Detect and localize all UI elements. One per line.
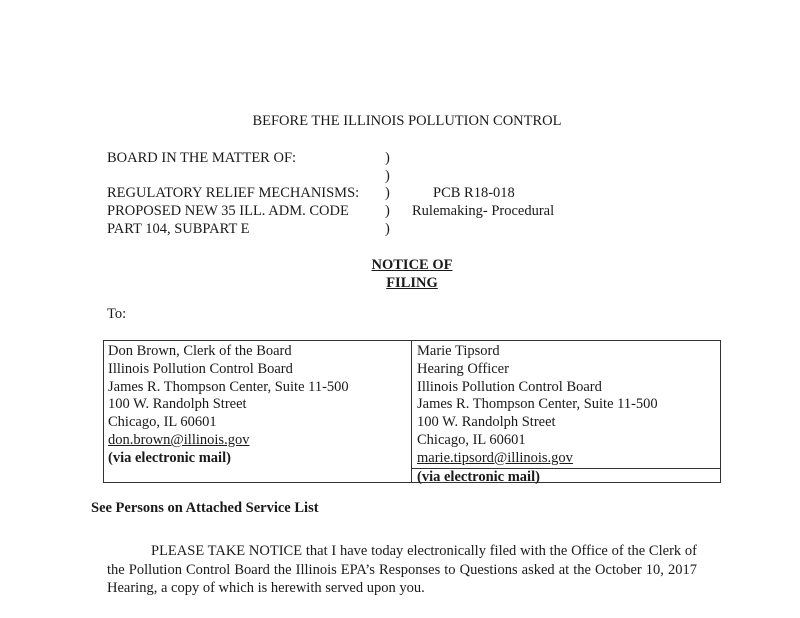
- notice-title-line-1: NOTICE OF: [371, 257, 453, 273]
- caption-line-part: PART 104, SUBPART E: [107, 221, 250, 237]
- caption-line-proposed: PROPOSED NEW 35 ILL. ADM. CODE: [107, 203, 349, 219]
- recipient-line: Illinois Pollution Control Board: [108, 360, 293, 377]
- notice-title-line-2: FILING: [386, 275, 438, 291]
- document-heading: BEFORE THE ILLINOIS POLLUTION CONTROL: [252, 113, 562, 129]
- recipient-email-link[interactable]: don.brown@illinois.gov: [108, 431, 250, 448]
- recipient-line: Illinois Pollution Control Board: [417, 378, 602, 395]
- caption-line-board: BOARD IN THE MATTER OF:: [107, 150, 297, 166]
- delivery-method: (via electronic mail): [108, 449, 231, 466]
- caption-paren: ): [385, 168, 390, 184]
- recipient-line: Chicago, IL 60601: [417, 431, 526, 448]
- caption-paren: ): [385, 221, 390, 237]
- caption-line-regulatory: REGULATORY RELIEF MECHANISMS:: [107, 185, 360, 201]
- recipient-email-link[interactable]: marie.tipsord@illinois.gov: [417, 449, 573, 466]
- recipient-line: James R. Thompson Center, Suite 11-500: [108, 378, 349, 395]
- to-label: To:: [107, 306, 127, 322]
- recipient-line: Don Brown, Clerk of the Board: [108, 343, 292, 359]
- see-persons-note: See Persons on Attached Service List: [91, 500, 319, 516]
- delivery-method: (via electronic mail): [412, 468, 720, 487]
- service-table: [103, 340, 721, 483]
- recipient-line: 100 W. Randolph Street: [417, 414, 556, 431]
- caption-paren: ): [385, 150, 390, 166]
- caption-paren: ): [385, 185, 390, 201]
- recipient-line: James R. Thompson Center, Suite 11-500: [417, 396, 658, 413]
- recipient-line: Hearing Officer: [417, 360, 509, 377]
- notice-paragraph: PLEASE TAKE NOTICE that I have today electronically filed with the Office of the Clerk of the Pollution Control Board the Illinois EPA’s Responses to Questions asked at the October 10, 2017 Hearing, a copy of which is herewith served upon you.: [107, 543, 697, 597]
- case-number: PCB R18-018: [433, 185, 515, 201]
- caption-paren: ): [385, 203, 390, 219]
- recipient-hearing-officer: [412, 341, 720, 485]
- recipient-line: Chicago, IL 60601: [108, 414, 217, 431]
- recipient-line: Marie Tipsord: [417, 343, 500, 359]
- recipient-line: 100 W. Randolph Street: [108, 396, 247, 413]
- recipient-clerk: [104, 341, 412, 482]
- case-type: Rulemaking- Procedural: [412, 203, 555, 219]
